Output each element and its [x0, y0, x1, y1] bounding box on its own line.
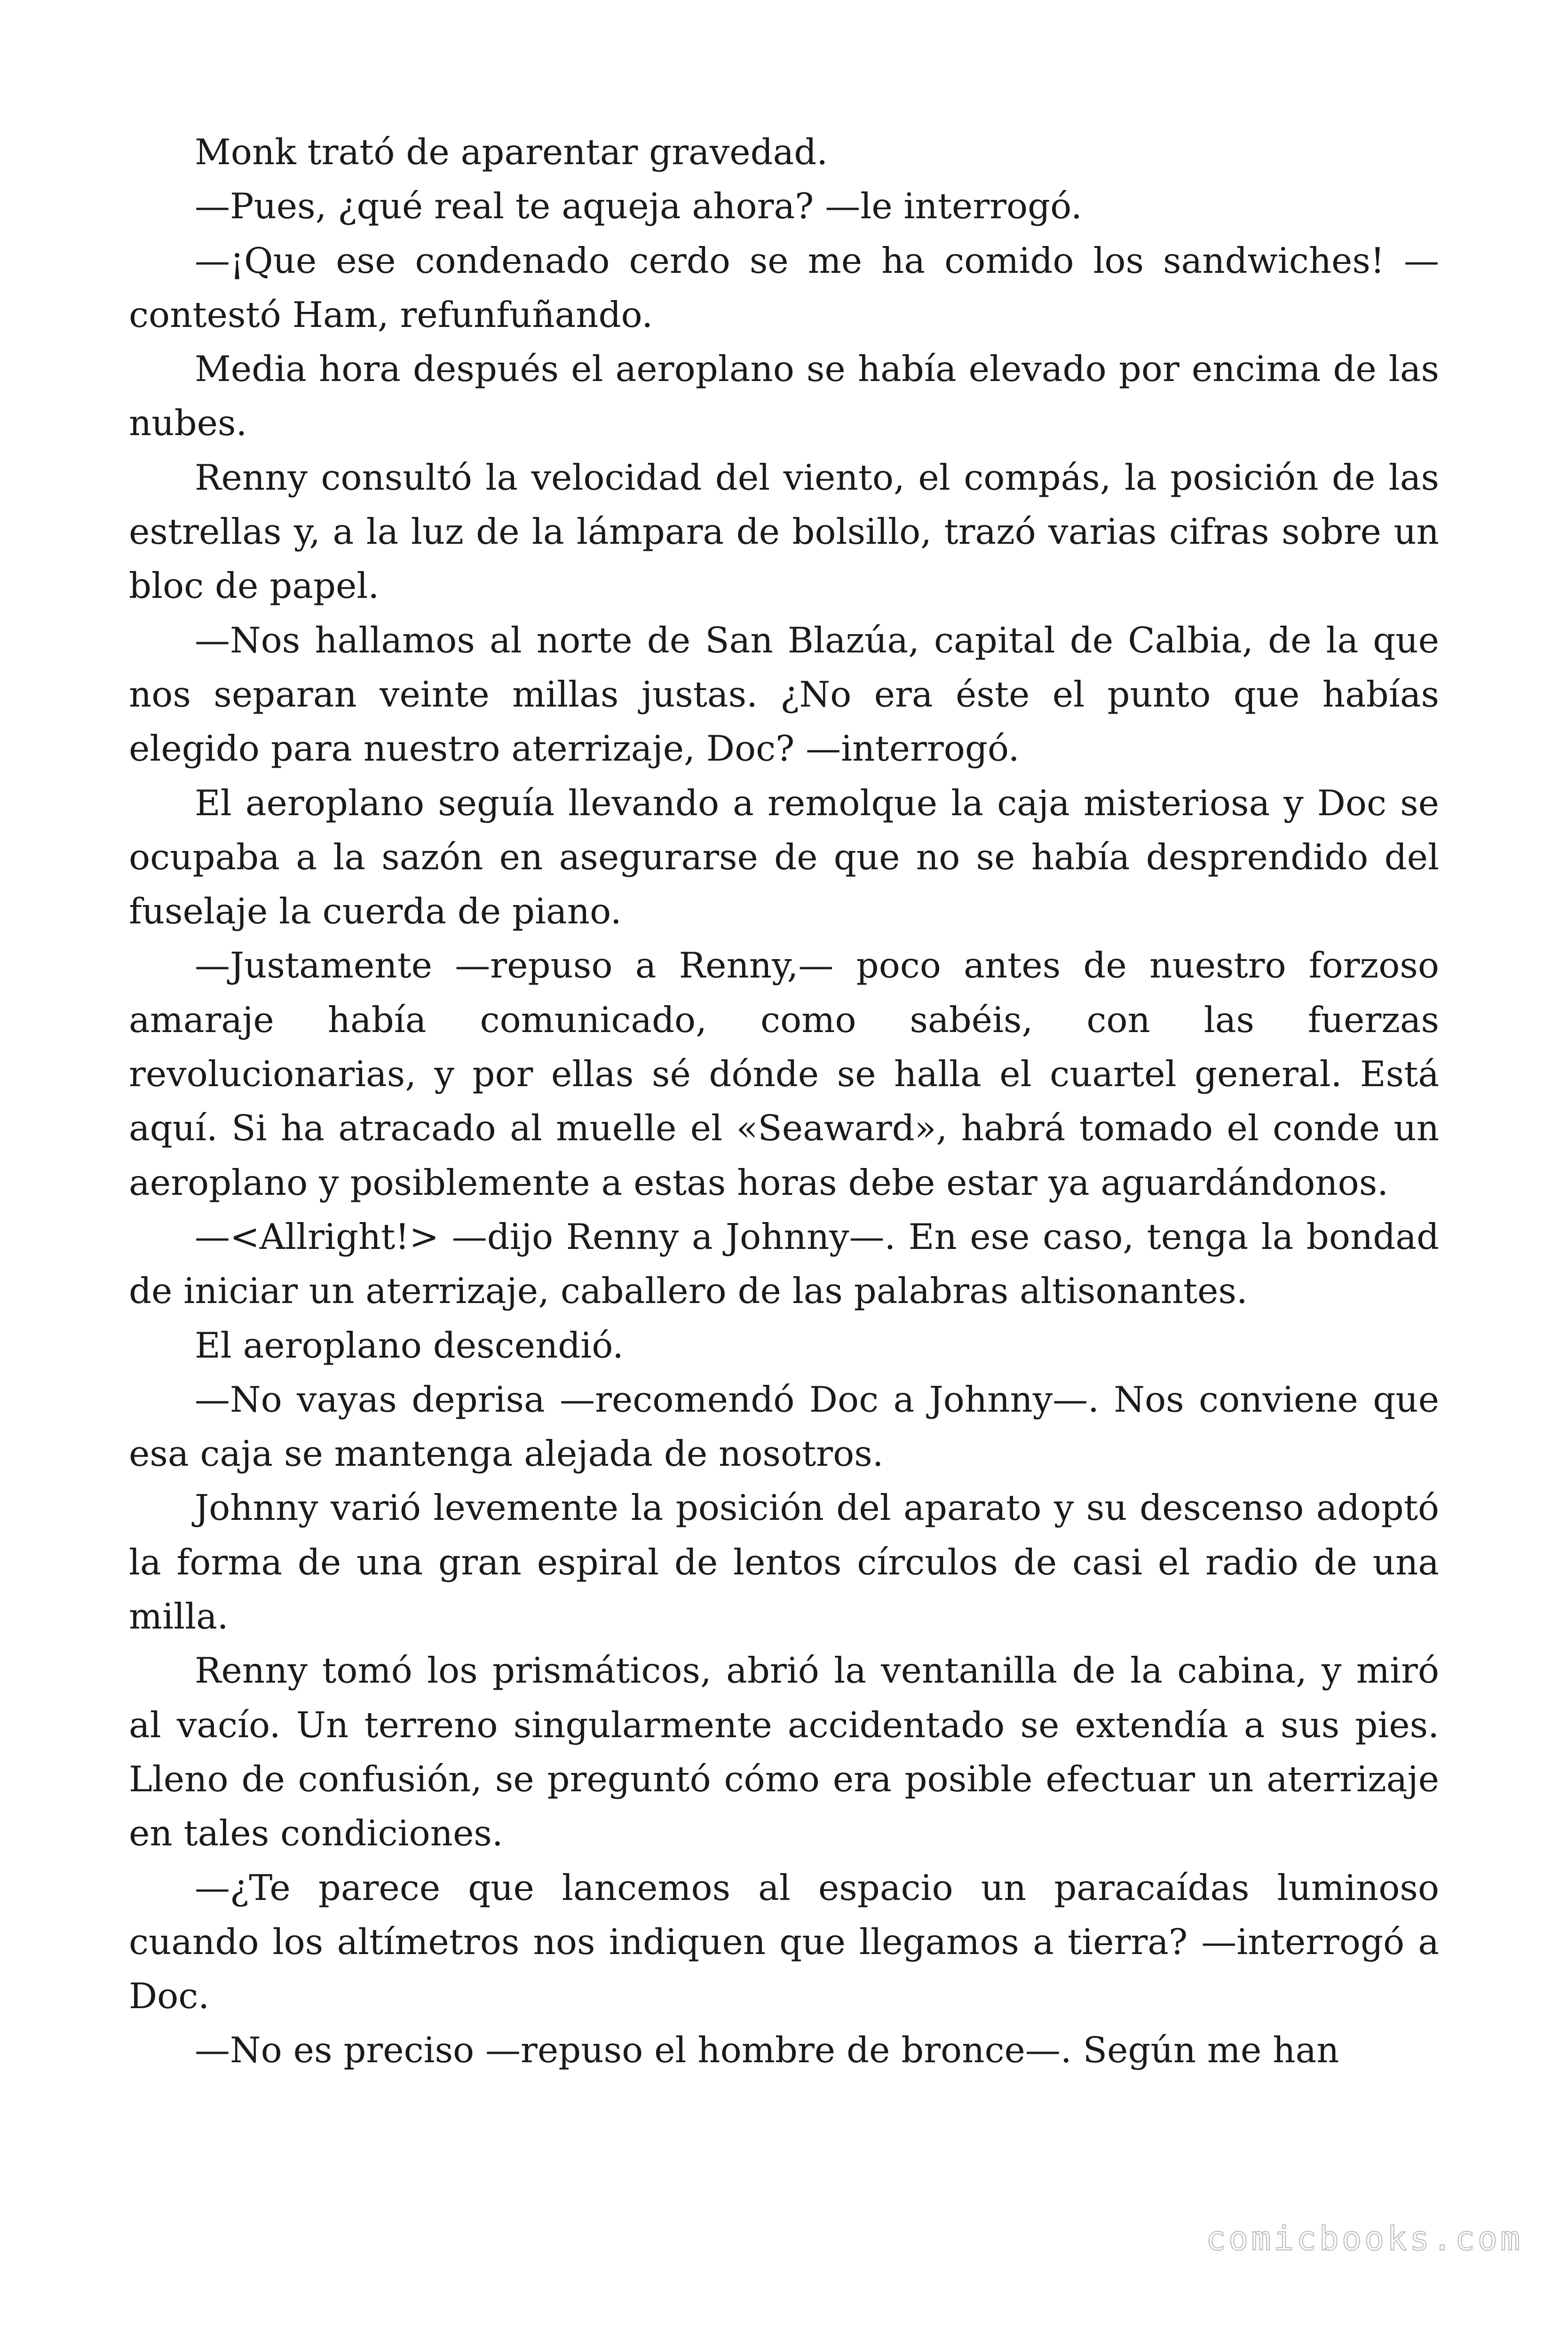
paragraph: —No es preciso —repuso el hombre de bronce—. Según me han [195, 2029, 1339, 2071]
paragraph: —Pues, ¿qué real te aqueja ahora? —le interrogó. [195, 185, 1082, 227]
page-text [129, 125, 1439, 2078]
paragraph: Renny consultó la velocidad del viento, el compás, la posición de las estrellas y, a la luz de la lámpara de bolsillo, trazó varias cifras sobre un bloc de papel. [129, 456, 1439, 607]
paragraph: —No vayas deprisa —recomendó Doc a Johnny—. Nos conviene que esa caja se mantenga alejada de nosotros. [129, 1378, 1439, 1475]
paragraph: —¡Que ese condenado cerdo se me ha comido los sandwiches! —contestó Ham, refunfuñando. [129, 239, 1439, 335]
paragraph: El aeroplano seguía llevando a remolque la caja misteriosa y Doc se ocupaba a la sazón en asegurarse de que no se había desprendido del fuselaje la cuerda de piano. [129, 782, 1439, 932]
paragraph: —<Allright!> —dijo Renny a Johnny—. En ese caso, tenga la bondad de iniciar un aterrizaje, caballero de las palabras altisonantes. [129, 1216, 1439, 1312]
paragraph: Johnny varió levemente la posición del aparato y su descenso adoptó la forma de una gran espiral de lentos círculos de casi el radio de una milla. [129, 1487, 1439, 1637]
paragraph: —Nos hallamos al norte de San Blazúa, capital de Calbia, de la que nos separan veinte millas justas. ¿No era éste el punto que habías elegido para nuestro aterrizaje, Doc? —interrogó. [129, 619, 1439, 770]
watermark-text: comicbooks.com [1205, 2219, 1523, 2258]
paragraph: Media hora después el aeroplano se había elevado por encima de las nubes. [129, 348, 1439, 444]
paragraph: Monk trató de aparentar gravedad. [195, 131, 828, 173]
paragraph: El aeroplano descendió. [195, 1324, 624, 1366]
paragraph: —¿Te parece que lancemos al espacio un paracaídas luminoso cuando los altímetros nos indiquen que llegamos a tierra? —interrogó a Doc. [129, 1867, 1439, 2017]
paragraph: —Justamente —repuso a Renny,— poco antes de nuestro forzoso amaraje había comunicado, como sabéis, con las fuerzas revolucionarias, y por ellas sé dónde se halla el cuartel general. Está aquí. Si ha atracado al muelle el «Seaward», habrá tomado el conde un aeroplano y posiblemente a estas horas debe estar ya aguardándonos. [129, 945, 1439, 1203]
paragraph: Renny tomó los prismáticos, abrió la ventanilla de la cabina, y miró al vacío. Un terreno singularmente accidentado se extendía a sus pies. Lleno de confusión, se preguntó cómo era posible efectuar un aterrizaje en tales condiciones. [129, 1650, 1439, 1854]
